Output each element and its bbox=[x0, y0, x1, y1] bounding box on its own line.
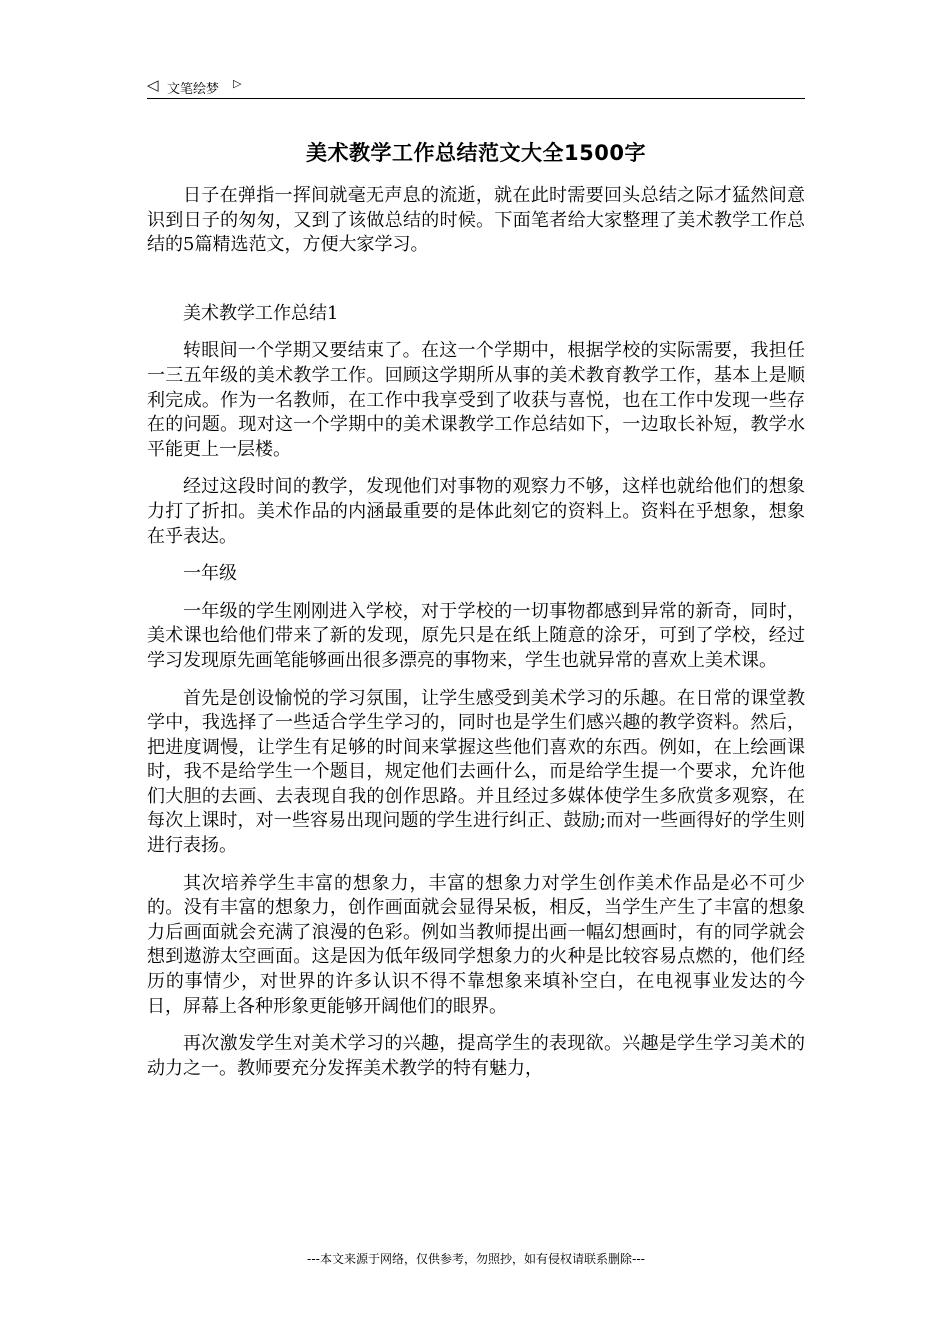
body-paragraph: 转眼间一个学期又要结束了。在这一个学期中，根据学校的实际需要，我担任一三五年级的美术教学工作。回顾这学期所从事的美术教育教学工作，基本上是顺利完成。作为一名教师，在工作中我享受到了收获与喜悦，也在工作中发现一些存在的问题。现对这一个学期中的美术课教学工作总结如下，一边取长补短，教学水平能更上一层楼。 bbox=[147, 340, 805, 460]
document-title: 美术教学工作总结范文大全1500字 bbox=[306, 141, 646, 165]
body-paragraph: 再次激发学生对美术学习的兴趣，提高学生的表现欲。兴趣是学生学习美术的动力之一。教师要充分发挥美术教学的特有魅力， bbox=[147, 1033, 805, 1079]
body-paragraph: 首先是创设愉悦的学习氛围，让学生感受到美术学习的乐趣。在日常的课堂教学中，我选择了一些适合学生学习的，同时也是学生们感兴趣的教学资料。然后，把进度调慢，让学生有足够的时间来掌握这些他们喜欢的东西。例如，在上绘画课时，我不是给学生一个题目，规定他们去画什么，而是给学生提一个要求，允许他们大胆的去画、去表现自我的创作思路。并且经过多媒体使学生多欣赏多观察，在每次上课时，对一些容易出现问题的学生进行纠正、鼓励;而对一些画得好的学生则进行表扬。 bbox=[147, 687, 805, 857]
header-brand: 文笔绘梦 bbox=[167, 82, 220, 97]
page-header bbox=[147, 74, 805, 99]
document-body bbox=[147, 184, 805, 1094]
intro-paragraph: 日子在弹指一挥间就毫无声息的流逝，就在此时需要回头总结之际才猛然间意识到日子的匆匆，又到了该做总结的时候。下面笔者给大家整理了美术教学工作总结的5篇精选范文，方便大家学习。 bbox=[147, 185, 805, 256]
body-paragraph: 一年级的学生刚刚进入学校，对于学校的一切事物都感到异常的新奇，同时，美术课也给他们带来了新的发现，原先只是在纸上随意的涂牙，可到了学校，经过学习发现原先画笔能够画出很多漂亮的事物来，学生也就异常的喜欢上美术课。 bbox=[147, 600, 805, 671]
right-triangle-icon: ▷ bbox=[233, 77, 242, 90]
page-footer-disclaimer: ---本文来源于网络，仅供参考，勿照抄，如有侵权请联系删除--- bbox=[307, 1252, 645, 1266]
body-paragraph: 其次培养学生丰富的想象力，丰富的想象力对学生创作美术作品是必不可少的。没有丰富的想象力，创作画面就会显得呆板，相反，当学生产生了丰富的想象力后画面就会充满了浪漫的色彩。例如当教师提出画一幅幻想画时，有的同学就会想到遨游太空画面。这是因为低年级同学想象力的火种是比较容易点燃的，他们经历的事情少，对世界的许多认识不得不靠想象来填补空白，在电视事业发达的今日，屏幕上各种形象更能够开阔他们的眼界。 bbox=[147, 872, 805, 1017]
left-triangle-icon: ◁ bbox=[147, 76, 159, 94]
section-heading: 美术教学工作总结1 bbox=[183, 302, 339, 324]
subsection-heading: 一年级 bbox=[183, 563, 237, 585]
body-paragraph: 经过这段时间的教学，发现他们对事物的观察力不够，这样也就给他们的想象力打了折扣。美术作品的内涵最重要的是体此刻它的资料上。资料在乎想象，想象在乎表达。 bbox=[147, 476, 805, 547]
